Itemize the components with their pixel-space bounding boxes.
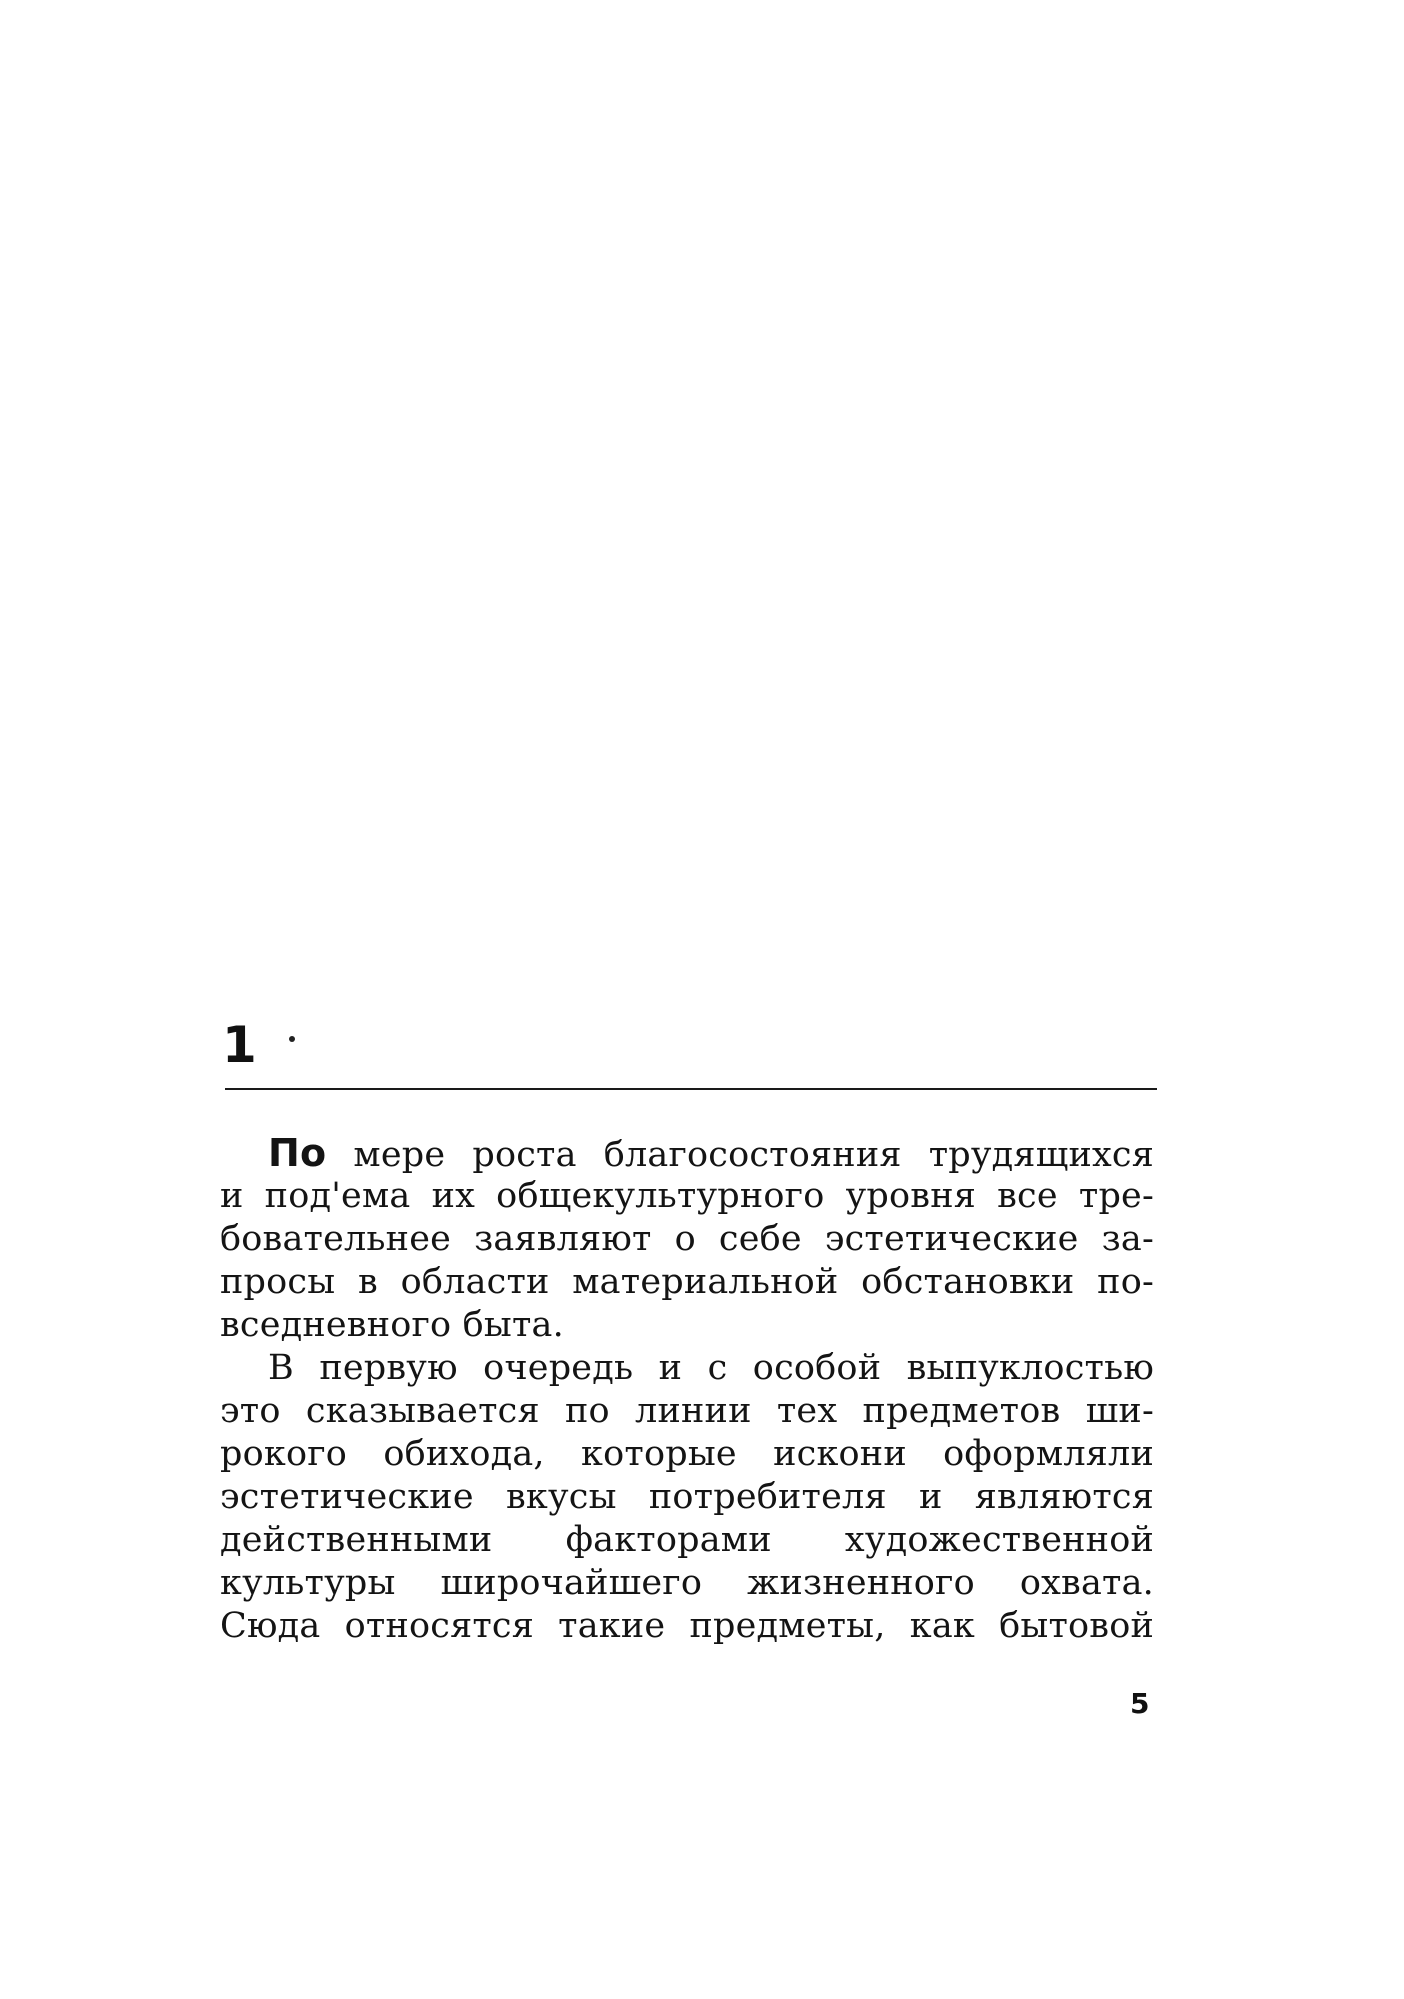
text-line: В первую очередь и с особой выпуклостью [268, 1348, 1154, 1388]
text-line: эстетические вкусы потребителя и являются [220, 1477, 1154, 1517]
chapter-number: 1 [222, 1016, 257, 1074]
text-line [220, 1132, 1154, 1175]
text-line: культуры широчайшего жизненного охвата. [220, 1563, 1154, 1603]
text-line: действенными факторами художественной [220, 1520, 1154, 1560]
text-line: рокого обихода, которые искони оформляли [220, 1434, 1154, 1474]
text-line: вседневного быта. [220, 1305, 564, 1345]
page-number: 5 [1130, 1687, 1150, 1720]
text-line: Сюда относятся такие предметы, как бытовой [220, 1606, 1154, 1646]
drop-cap: По [268, 1131, 327, 1175]
paragraph-1 [220, 1132, 1154, 1347]
paragraph-2 [220, 1347, 1154, 1648]
chapter-divider [225, 1088, 1157, 1090]
chapter-dot [289, 1036, 295, 1042]
text-line: просы в области материальной обстановки по- [220, 1262, 1154, 1302]
body-text [220, 1132, 1154, 1648]
text-line: и под'ема их общекультурного уровня все тре- [220, 1176, 1154, 1216]
text-line-content: мере роста благосостояния трудящихся [326, 1135, 1154, 1175]
text-line: это сказывается по линии тех предметов ши- [220, 1391, 1154, 1431]
text-line: бовательнее заявляют о себе эстетические за- [220, 1219, 1154, 1259]
